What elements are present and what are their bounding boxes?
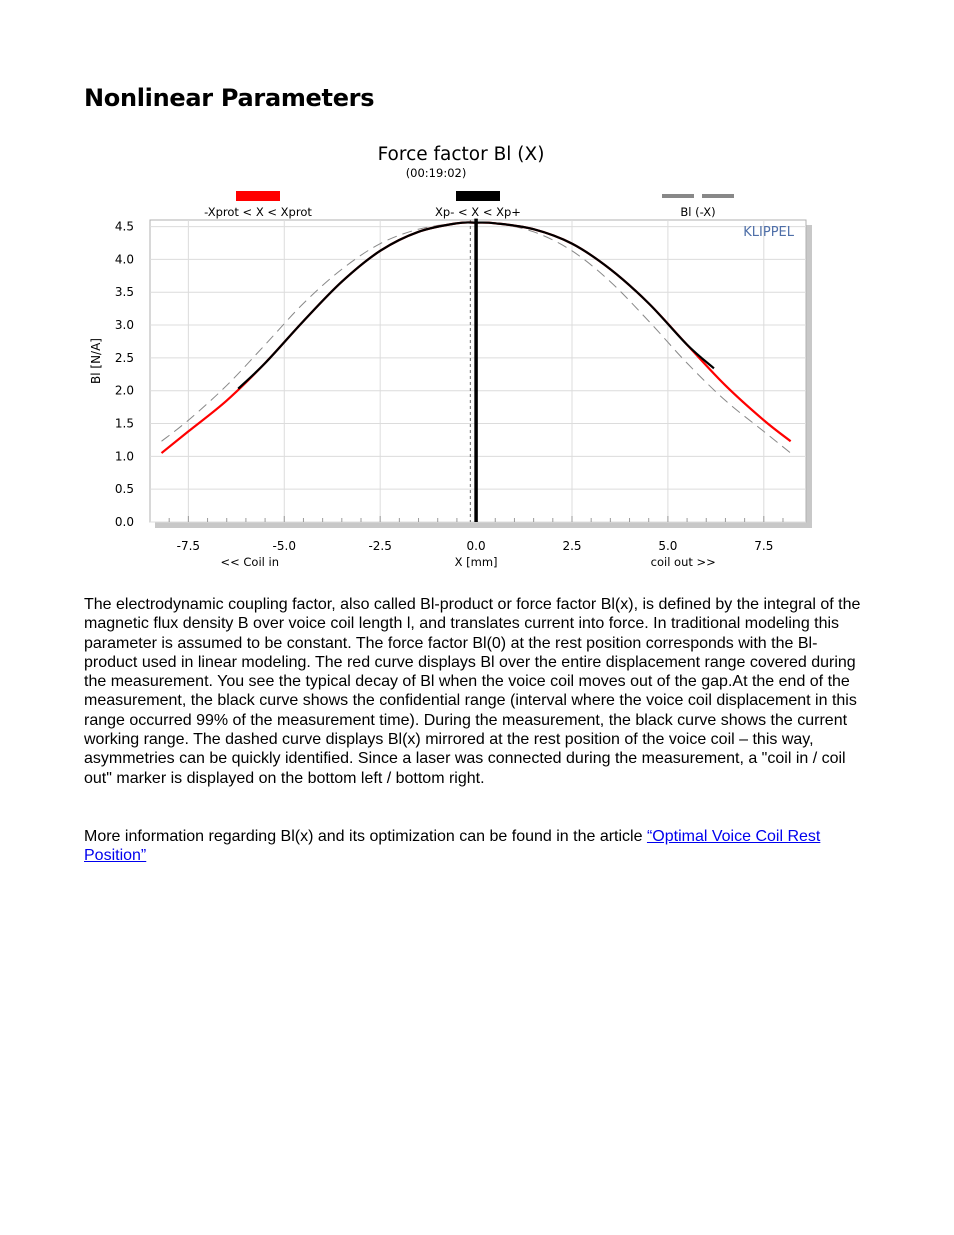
- more-info-text: More information regarding Bl(x) and its optimization can be found in the article: [84, 828, 647, 845]
- y-tick-label: 1.0: [114, 449, 134, 464]
- x-axis-label: X [mm]: [454, 555, 498, 569]
- x-tick-label: -5.0: [272, 539, 296, 553]
- y-tick-label: 4.0: [114, 252, 134, 267]
- y-tick-label: 2.5: [114, 350, 134, 365]
- x-tick-label: 0.0: [466, 539, 486, 553]
- description-paragraph: The electrodynamic coupling factor, also called Bl-product or force factor Bl(x), is defined by the integral of the magnetic flux density B over voice coil length l, and translates current into force. In traditional modeling this parameter is assumed to be constant. The force factor Bl(0) at the rest position corresponds with the Bl-product used in linear modeling. The red curve displays Bl over the entire displacement range covered during the measurement. You see the typical decay of Bl when the voice coil moves out of the gap.At the end of the measurement, the black curve shows the confidential range (interval where the voice coil displacement in this range occurred 99% of the measurement time). During the measurement, the black curve shows the current working range. The dashed curve displays Bl(x) mirrored at the rest position of the voice coil – this way, asymmetries can be quickly identified. Since a laser was connected during the measurement, a "coil in / coil out" marker is displayed on the bottom left / bottom right.: [84, 596, 861, 787]
- y-tick-label: 0.0: [114, 515, 134, 529]
- page-title: Nonlinear Parameters: [84, 84, 375, 112]
- y-tick-label: 2.0: [114, 383, 134, 398]
- chart-svg: [84, 138, 824, 578]
- more-info-paragraph: [84, 827, 869, 866]
- legend-label-2: Bl (-X): [680, 205, 716, 219]
- x-tick-label: 7.5: [754, 539, 774, 553]
- klippel-watermark: KLIPPEL: [743, 225, 794, 240]
- coil-in-marker: << Coil in: [220, 555, 280, 569]
- legend-swatch-mirrored-b: [702, 194, 734, 198]
- legend-swatch-1: [456, 191, 500, 201]
- x-tick-label: -7.5: [176, 539, 201, 553]
- y-tick-label: 0.5: [114, 482, 134, 497]
- legend-label-1: Xp- < X < Xp+: [435, 205, 521, 219]
- plot-shadow-right: [806, 225, 812, 528]
- legend-label-0: -Xprot < X < Xprot: [204, 205, 312, 219]
- y-tick-label: 1.5: [114, 416, 134, 431]
- x-tick-label: -2.5: [368, 539, 392, 553]
- y-axis-label: Bl [N/A]: [89, 338, 103, 384]
- x-tick-label: 2.5: [562, 539, 582, 553]
- y-tick-label: 3.0: [114, 318, 134, 333]
- chart-title: Force factor Bl (X): [377, 144, 545, 165]
- y-tick-label: 4.5: [114, 219, 134, 234]
- coil-out-marker: coil out >>: [650, 555, 716, 569]
- legend-swatch-mirrored-a: [662, 194, 694, 198]
- bl-chart: [84, 138, 824, 578]
- x-tick-label: 5.0: [658, 539, 678, 553]
- chart-subtitle: (00:19:02): [405, 166, 467, 180]
- legend-swatch-0: [236, 191, 280, 201]
- plot-area: [150, 220, 806, 522]
- plot-shadow-bottom: [155, 522, 812, 528]
- y-tick-label: 3.5: [114, 285, 134, 300]
- optimal-voice-coil-link[interactable]: “Optimal Voice Coil Rest Position”: [84, 828, 821, 865]
